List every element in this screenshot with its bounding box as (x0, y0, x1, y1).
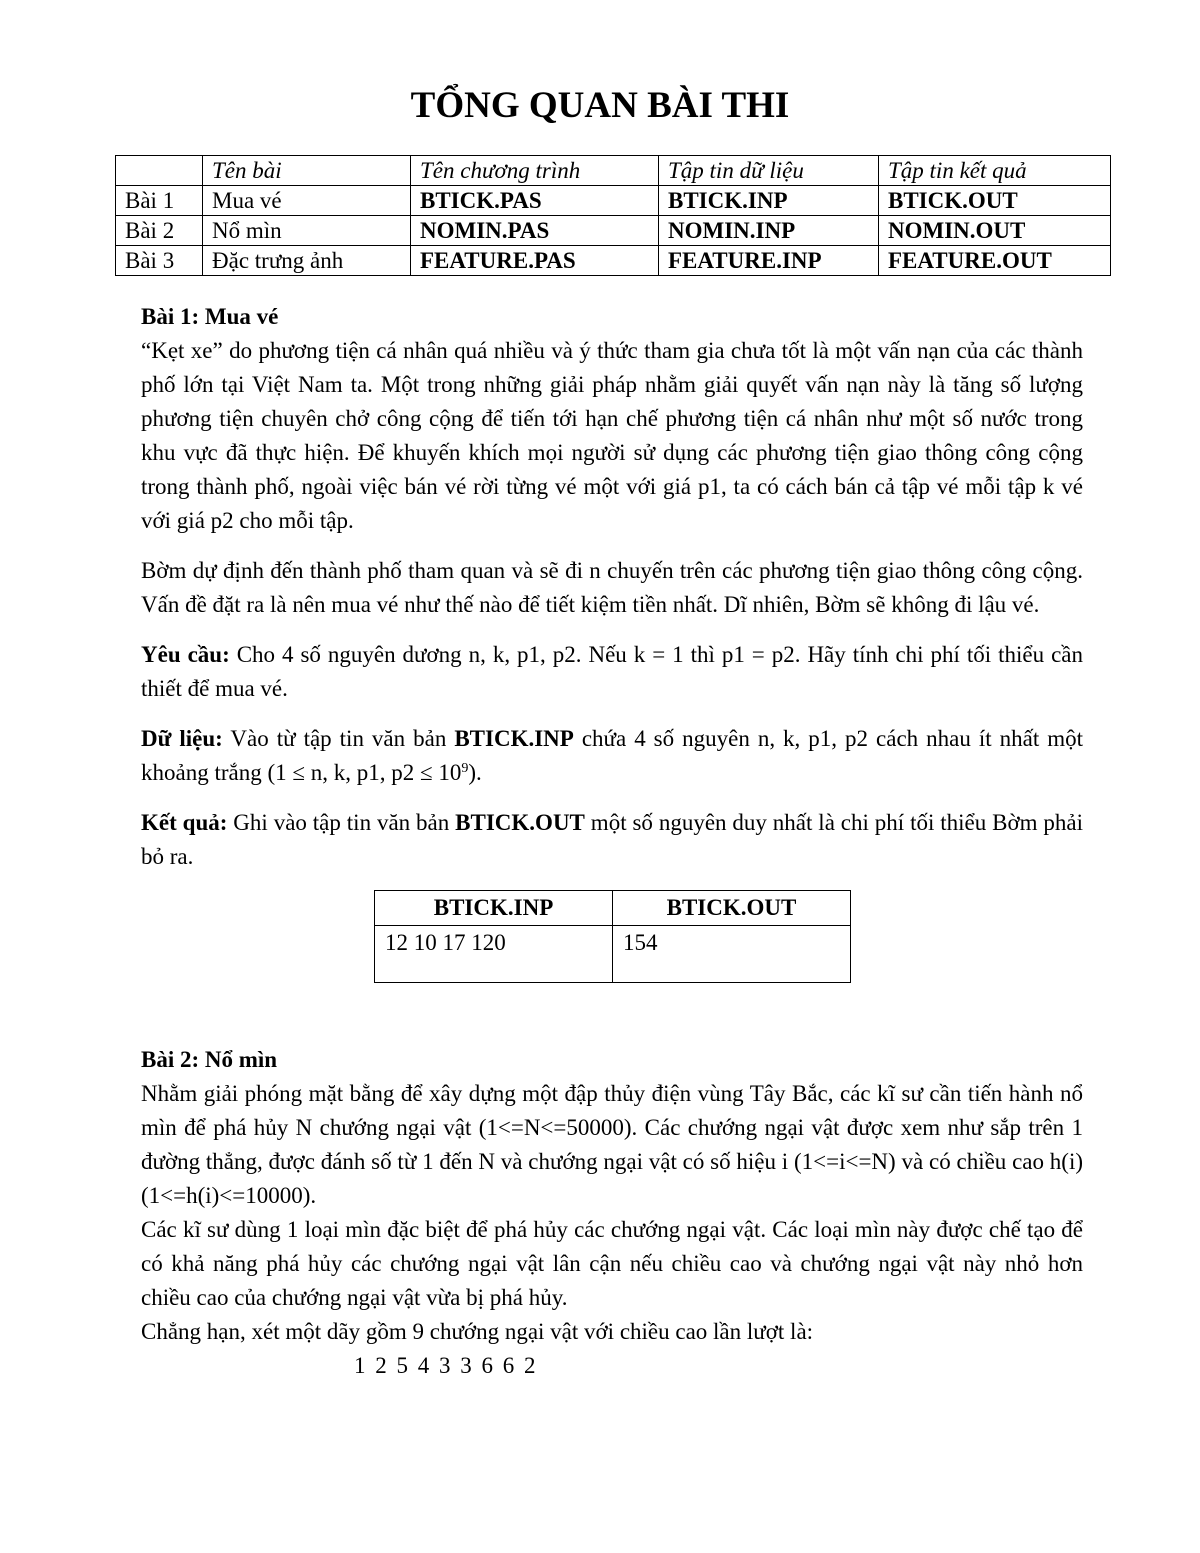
header-cell: Tên chương trình (411, 156, 659, 186)
problem2-intro: Nhằm giải phóng mặt bằng để xây dựng một đập thủy điện vùng Tây Bắc, các kĩ sư cần tiến hành nổ mìn để phá hủy N chướng ngại vật (1<=N<=50000). Các chướng ngại vật được xem như sắp trên 1 đường thẳng, được đánh số từ 1 đến N và chướng ngại vật có số hiệu i (1<=i<=N) và có chiều cao h(i) (1<=h(i)<=10000). (141, 1081, 1083, 1208)
header-cell: Tập tin kết quả (879, 156, 1111, 186)
output-filename: BTICK.OUT (455, 810, 585, 835)
problem1-output-spec (141, 806, 1083, 874)
spacer (141, 983, 1083, 1043)
page-title: TỔNG QUAN BÀI THI (410, 85, 790, 126)
table-cell: BTICK.INP (659, 186, 879, 216)
sample-header-row (375, 891, 851, 926)
table-cell: FEATURE.OUT (879, 246, 1111, 276)
table-row (116, 216, 1111, 246)
overview-table (115, 155, 1111, 276)
output-text-2: một số nguyên duy nhất là chi phí tối thiểu Bờm phải bỏ ra. (141, 810, 1084, 869)
problem1-input-spec (141, 722, 1083, 790)
requirement-label: Yêu cầu: (141, 642, 230, 667)
header-cell: Tên bài (203, 156, 411, 186)
requirement-text: Cho 4 số nguyên dương n, k, p1, p2. Nếu k = 1 thì p1 = p2. Hãy tính chi phí tối thiểu cần thiết để mua vé. (141, 642, 1083, 701)
table-cell: Bài 2 (116, 216, 203, 246)
sample-table (374, 890, 851, 983)
input-text-2: chứa 4 số nguyên n, k, p1, p2 cách nhau ít nhất một khoảng trắng (1 ≤ n, k, p1, p2 ≤ 10 (141, 726, 1083, 785)
header-cell (116, 156, 203, 186)
problem2-example: Chẳng hạn, xét một dãy gồm 9 chướng ngại vật với chiều cao lần lượt là: (141, 1319, 814, 1344)
input-text-3: ). (468, 760, 482, 785)
input-text-1: Vào từ tập tin văn bản (222, 726, 455, 751)
table-cell: Đặc trưng ảnh (203, 246, 411, 276)
problem2-mines: Các kĩ sư dùng 1 loại mìn đặc biệt để phá hủy các chướng ngại vật. Các loại mìn này được chế tạo để có khả năng phá hủy các chướng ngại vật lân cận nếu chiều cao và chướng ngại vật này nhỏ hơn chiều cao của chướng ngại vật vừa bị phá hủy. (141, 1217, 1083, 1310)
table-cell: FEATURE.INP (659, 246, 879, 276)
problem1-intro: “Kẹt xe” do phương tiện cá nhân quá nhiều và ý thức tham gia chưa tốt là một vấn nạn của các thành phố lớn tại Việt Nam ta. Một trong những giải pháp nhằm giải quyết vấn nạn này là tăng số lượng phương tiện chuyên chở công cộng để tiến tới hạn chế phương tiện cá nhân như một số nước trong khu vực đã thực hiện. Để khuyến khích mọi người sử dụng các phương tiện giao thông công cộng trong thành phố, ngoài việc bán vé rời từng vé một với giá p1, ta có cách bán cả tập vé mỗi tập k vé với giá p2 cho mỗi tập. (141, 338, 1083, 533)
sample-input: 12 10 17 120 (375, 926, 613, 983)
sample-output: 154 (613, 926, 851, 983)
input-filename: BTICK.INP (454, 726, 574, 751)
sample-header-output: BTICK.OUT (613, 891, 851, 926)
output-label: Kết quả: (141, 810, 228, 835)
table-cell: NOMIN.PAS (411, 216, 659, 246)
document-body (141, 300, 1083, 1383)
table-row (116, 246, 1111, 276)
output-text-1: Ghi vào tập tin văn bản (227, 810, 456, 835)
table-cell: NOMIN.OUT (879, 216, 1111, 246)
table-cell: Nổ mìn (203, 216, 411, 246)
input-label: Dữ liệu: (141, 726, 223, 751)
table-cell: Mua vé (203, 186, 411, 216)
table-cell: BTICK.PAS (411, 186, 659, 216)
exponent: 9 (461, 761, 469, 776)
overview-header-row (116, 156, 1111, 186)
table-cell: FEATURE.PAS (411, 246, 659, 276)
header-cell: Tập tin dữ liệu (659, 156, 879, 186)
problem1-requirement (141, 638, 1083, 706)
problem1-title: Bài 1: Mua vé (141, 304, 279, 329)
table-cell: Bài 1 (116, 186, 203, 216)
table-row (116, 186, 1111, 216)
table-cell: BTICK.OUT (879, 186, 1111, 216)
height-sequence: 1 2 5 4 3 3 6 6 2 (354, 1353, 538, 1378)
sample-row (375, 926, 851, 983)
table-cell: NOMIN.INP (659, 216, 879, 246)
problem1-story: Bờm dự định đến thành phố tham quan và sẽ đi n chuyến trên các phương tiện giao thông công cộng. Vấn đề đặt ra là nên mua vé như thế nào để tiết kiệm tiền nhất. Dĩ nhiên, Bờm sẽ không đi lậu vé. (141, 558, 1083, 617)
sample-header-input: BTICK.INP (375, 891, 613, 926)
table-cell: Bài 3 (116, 246, 203, 276)
problem2-title: Bài 2: Nổ mìn (141, 1047, 278, 1072)
